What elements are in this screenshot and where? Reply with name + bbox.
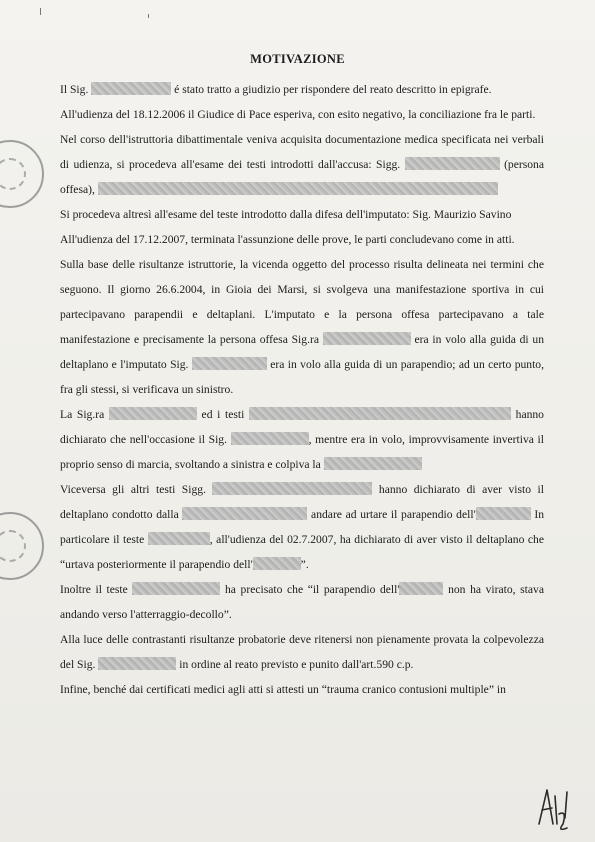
paragraph-text: , mentre era in volo, improvvisamente invertiva il proprio senso di marcia, svoltando a sinistra e colpiva la bbox=[60, 433, 545, 471]
paragraph-text: La Sig.ra bbox=[60, 408, 109, 421]
paragraph-text: All'udienza del 17.12.2007, terminata l'assunzione delle prove, le parti concludevano come in atti. bbox=[60, 233, 515, 246]
redacted-name bbox=[399, 582, 443, 595]
paragraph-text: Il Sig. bbox=[60, 83, 92, 96]
paragraph bbox=[60, 477, 544, 577]
paragraph bbox=[60, 627, 544, 677]
paragraph bbox=[60, 202, 544, 227]
paragraph bbox=[60, 677, 544, 702]
paragraph-text: hanno dichiarato che nell'occasione il Sig. bbox=[60, 408, 544, 446]
paragraph bbox=[60, 577, 544, 627]
paragraph-text: hanno dichiarato di aver visto il deltaplano condotto dalla bbox=[60, 483, 544, 521]
scan-speck bbox=[148, 14, 149, 18]
official-stamp bbox=[0, 140, 44, 208]
paragraph-text: In particolare il teste bbox=[60, 508, 544, 546]
paragraph-text: é stato tratto a giudizio per rispondere del reato descritto in epigrafe. bbox=[171, 83, 492, 96]
paragraph bbox=[60, 127, 544, 202]
redacted-name bbox=[405, 157, 500, 170]
document-body bbox=[60, 77, 544, 702]
redacted-name bbox=[476, 507, 531, 520]
paragraph-text: ed i testi bbox=[196, 408, 249, 421]
redacted-name bbox=[91, 82, 171, 95]
redacted-name bbox=[182, 507, 307, 520]
paragraph-text: era in volo alla guida di un deltaplano e l'imputato Sig. bbox=[60, 333, 544, 371]
paragraph-text: Alla luce delle contrastanti risultanze probatorie deve ritenersi non pienamente provata la colpevolezza del Sig. bbox=[60, 633, 544, 671]
handwritten-signature bbox=[533, 784, 573, 834]
redacted-name bbox=[148, 532, 210, 545]
official-stamp bbox=[0, 512, 44, 580]
paragraph-text: Si procedeva altresì all'esame del teste introdotto dalla difesa dell'imputato: Sig. Maurizio Savino bbox=[60, 208, 512, 221]
paragraph-text: ”. bbox=[300, 558, 309, 571]
paragraph-text: non ha virato, stava andando verso l'atterraggio-decollo”. bbox=[60, 583, 544, 621]
redacted-name bbox=[323, 332, 411, 345]
paragraph-text: Inoltre il teste bbox=[60, 583, 133, 596]
redacted-name bbox=[231, 432, 309, 445]
redacted-name bbox=[98, 182, 498, 195]
paragraph-text: Sulla base delle risultanze istruttorie, la vicenda oggetto del processo risulta delineata nei termini che seguono. Il giorno 26.6.2004, in Gioia dei Marsi, si svolgeva una manifestazione sportiva in cui partecipavano parapendii e deltaplani. L'imputato e la persona offesa partecipavano a tale manifestazione e precisamente la persona offesa Sig.ra bbox=[60, 258, 544, 346]
document-title: MOTIVAZIONE bbox=[250, 52, 345, 66]
paragraph-text: , all'udienza del 02.7.2007, ha dichiarato di aver visto il deltaplano che “urtava posteriormente il parapendio dell' bbox=[60, 533, 544, 571]
redacted-name bbox=[192, 357, 267, 370]
redacted-name bbox=[109, 407, 197, 420]
paragraph-text: All'udienza del 18.12.2006 il Giudice di Pace esperiva, con esito negativo, la conciliazione fra le parti. bbox=[60, 108, 536, 121]
paragraph-text: andare ad urtare il parapendio dell' bbox=[307, 508, 476, 521]
paragraph bbox=[60, 227, 544, 252]
paragraph bbox=[60, 252, 544, 402]
paragraph bbox=[60, 402, 544, 477]
paragraph-text: Nel corso dell'istruttoria dibattimentale veniva acquisita documentazione medica specificata nei verbali di udienza, si procedeva all'esame dei testi introdotti dall'accusa: Sigg. bbox=[60, 133, 544, 171]
paragraph-text: era in volo alla guida di un parapendio; ad un certo punto, fra gli stessi, si verificava un sinistro. bbox=[60, 358, 545, 396]
redacted-name bbox=[324, 457, 422, 470]
redacted-name bbox=[132, 582, 220, 595]
paragraph-text: in ordine al reato previsto e punito dall'art.590 c.p. bbox=[176, 658, 414, 671]
paragraph bbox=[60, 102, 544, 127]
redacted-name bbox=[98, 657, 176, 670]
paragraph bbox=[60, 77, 544, 102]
redacted-name bbox=[253, 557, 301, 570]
paragraph-text: (persona offesa), bbox=[60, 158, 544, 196]
redacted-name bbox=[212, 482, 372, 495]
paragraph-text: ha precisato che “il parapendio dell' bbox=[220, 583, 400, 596]
paragraph-text: Infine, benché dai certificati medici agli atti si attesti un “trauma cranico contusioni multiple” in bbox=[60, 683, 506, 696]
scan-speck bbox=[40, 8, 41, 15]
paragraph-text: Viceversa gli altri testi Sigg. bbox=[60, 483, 213, 496]
redacted-name bbox=[249, 407, 511, 420]
